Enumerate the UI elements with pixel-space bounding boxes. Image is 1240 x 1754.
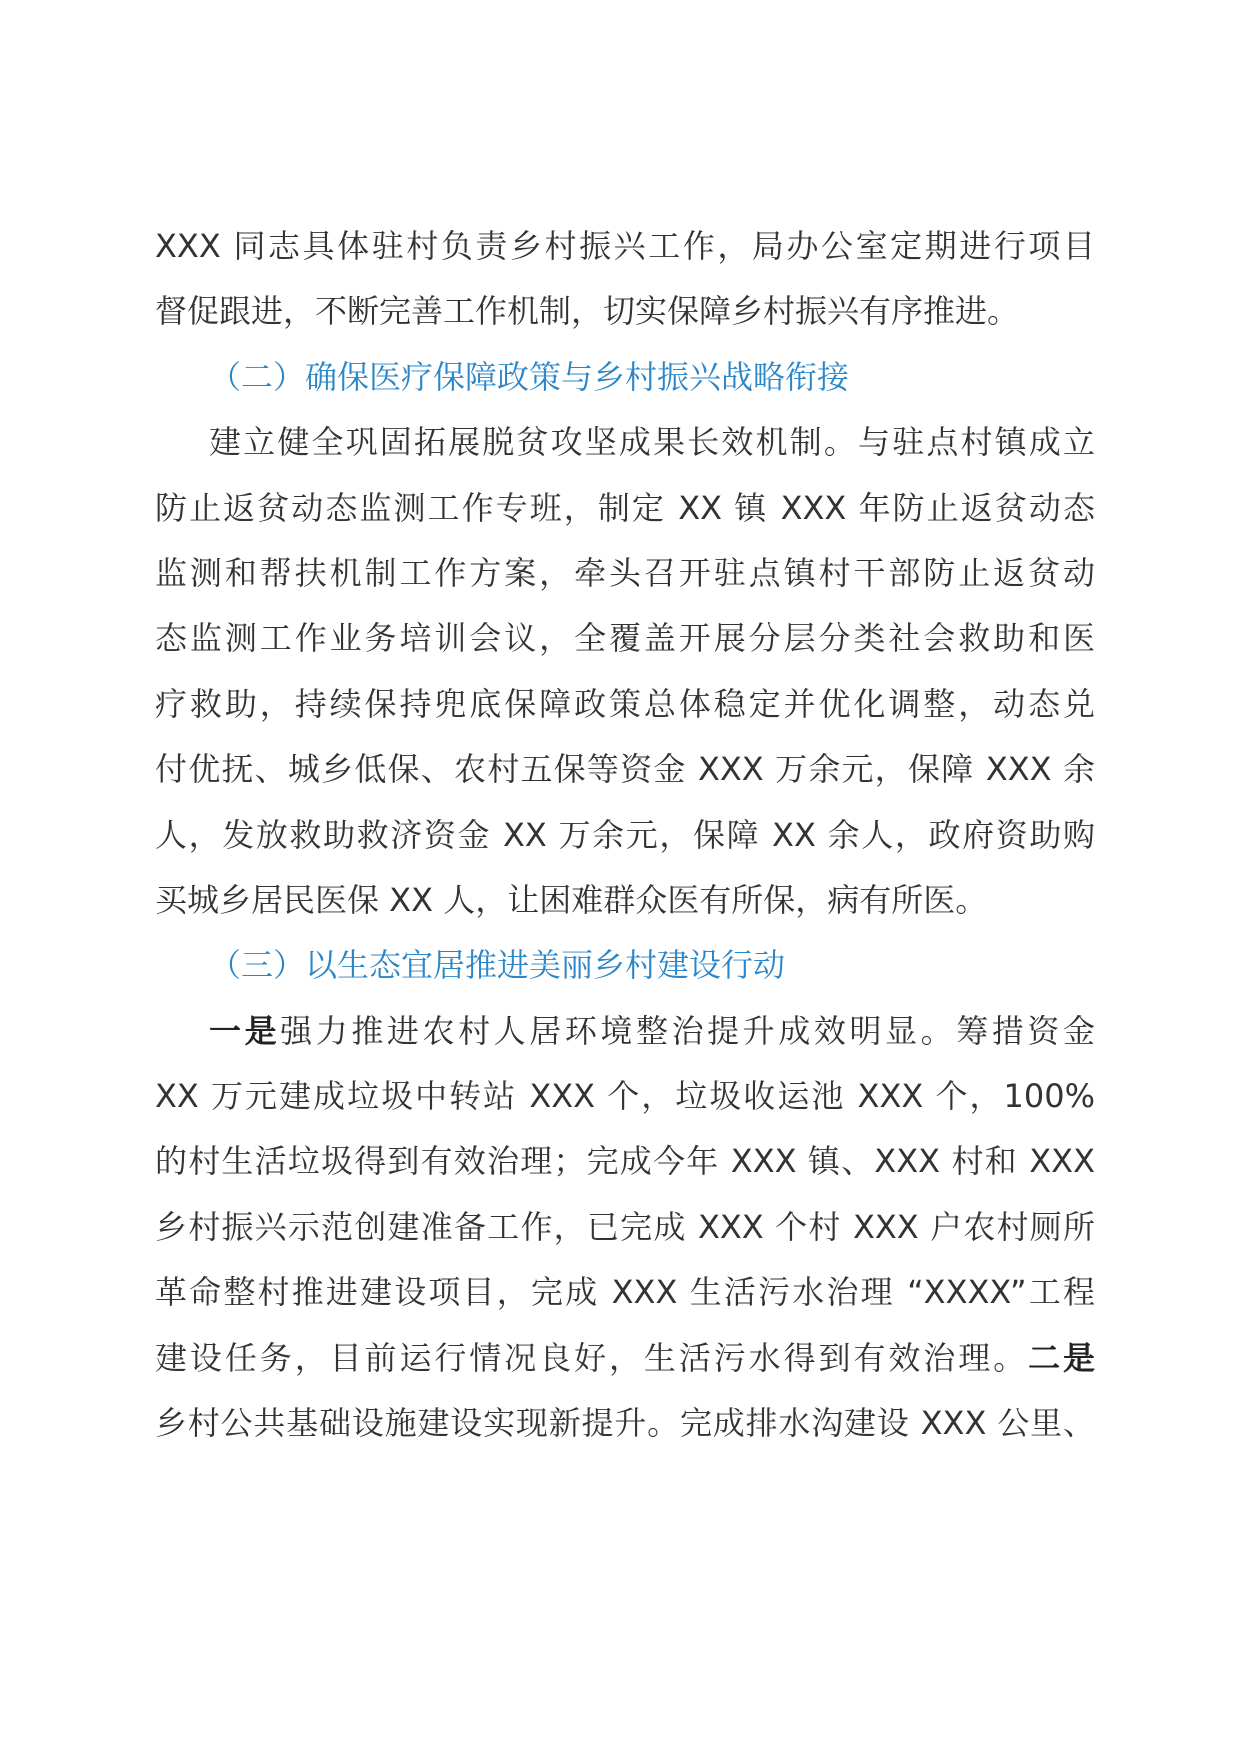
body-line: XXX 同志具体驻村负责乡村振兴工作，局办公室定期进行项目 [155, 227, 1095, 265]
body-line: 建立健全巩固拓展脱贫攻坚成果长效机制。与驻点村镇成立 [209, 423, 1095, 462]
body-line: XX 万元建成垃圾中转站 XXX 个，垃圾收运池 XXX 个，100% [155, 1077, 1095, 1116]
body-text: 建设任务，目前运行情况良好，生活污水得到有效治理。 [155, 1338, 1029, 1377]
body-line: 乡村振兴示范创建准备工作，已完成 XXX 个村 XXX 户农村厕所 [155, 1207, 1095, 1246]
body-line: 的村生活垃圾得到有效治理；完成今年 XXX 镇、XXX 村和 XXX [155, 1142, 1095, 1181]
section-heading: （二）确保医疗保障政策与乡村振兴战略衔接 [209, 357, 850, 396]
body-line: 监测和帮扶机制工作方案，牵头召开驻点镇村干部防止返贫动 [155, 553, 1095, 592]
body-line: 督促跟进，不断完善工作机制，切实保障乡村振兴有序推进。 [155, 292, 1020, 331]
body-line [155, 1326, 1095, 1391]
emphasis-label: 一是 [209, 1011, 281, 1050]
document-body [155, 214, 1095, 1456]
body-line: 人，发放救助救济资金 XX 万余元，保障 XX 余人，政府资助购 [155, 815, 1095, 854]
body-line [155, 999, 1095, 1064]
body-line: 买城乡居民医保 XX 人，让困难群众医有所保，病有所医。 [155, 880, 988, 919]
body-line: 态监测工作业务培训会议，全覆盖开展分层分类社会救助和医 [155, 619, 1095, 658]
body-line: 革命整村推进建设项目，完成 XXX 生活污水治理 “XXXX”工程 [155, 1273, 1095, 1312]
body-line: 乡村公共基础设施建设实现新提升。完成排水沟建设 XXX 公里、 [155, 1404, 1095, 1443]
body-line: 防止返贫动态监测工作专班，制定 XX 镇 XXX 年防止返贫动态 [155, 488, 1095, 527]
body-text: 强力推进农村人居环境整治提升成效明显。筹措资金 [280, 1011, 1095, 1050]
body-line: 疗救助，持续保持兜底保障政策总体稳定并优化调整，动态兑 [155, 684, 1095, 723]
emphasis-label: 二是 [1028, 1338, 1095, 1377]
body-line: 付优抚、城乡低保、农村五保等资金 XXX 万余元，保障 XXX 余 [155, 750, 1095, 789]
section-heading: （三）以生态宜居推进美丽乡村建设行动 [209, 946, 786, 985]
